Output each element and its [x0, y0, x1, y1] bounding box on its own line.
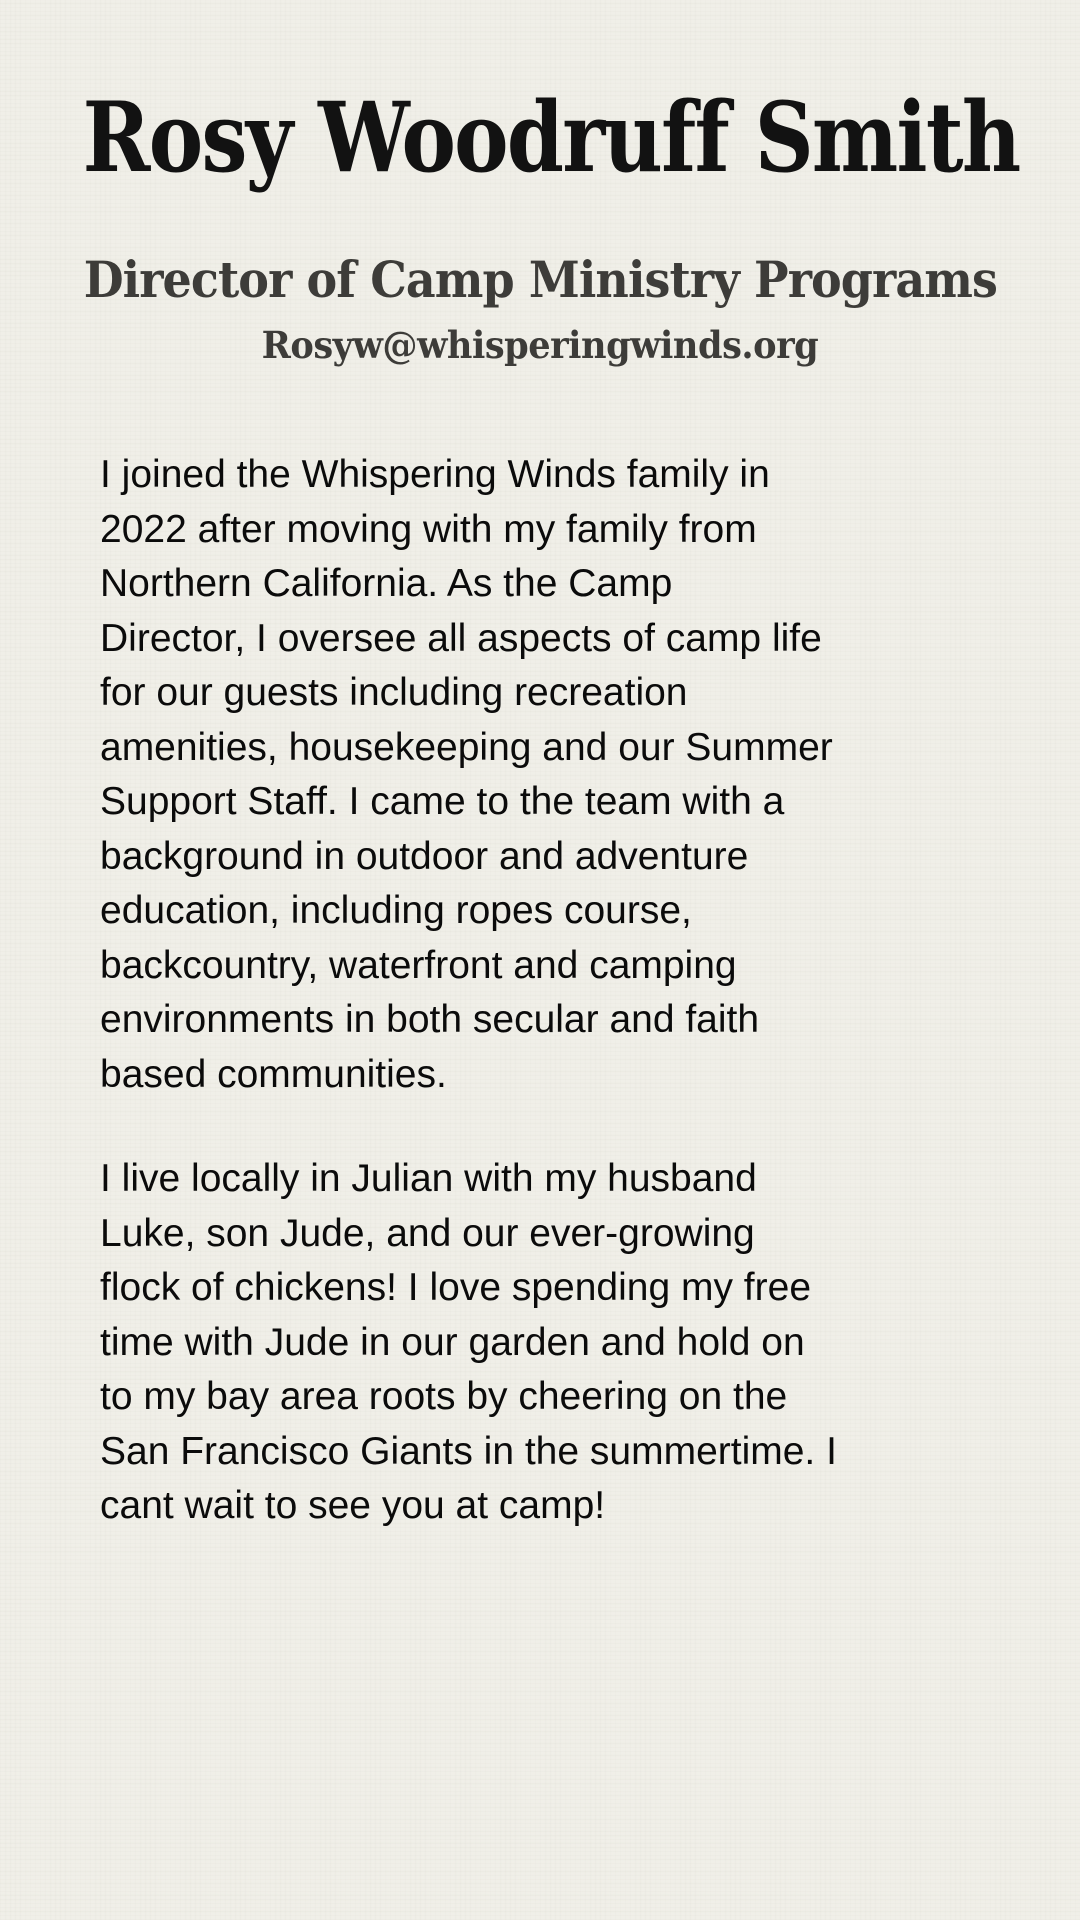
- bio-line: I live locally in Julian with my husband: [100, 1157, 757, 1200]
- page-title: [0, 0, 1080, 194]
- bio-line: time with Jude in our garden and hold on: [100, 1320, 805, 1364]
- bio-line: for our guests including recreation: [100, 671, 688, 714]
- bio-paragraph-1: [100, 448, 1000, 1102]
- email-link[interactable]: [0, 322, 1080, 367]
- bio-line: I joined the Whispering Winds family in: [100, 453, 770, 496]
- bio-line: backcountry, waterfront and camping: [100, 943, 737, 987]
- bio-line: Support Staff. I came to the team with a: [100, 780, 785, 823]
- bio-text-block: [100, 448, 1000, 1534]
- bio-line: Northern California. As the Camp: [100, 562, 673, 605]
- job-title: [0, 249, 1080, 309]
- email-text: Rosyw@whisperingwinds.org: [261, 322, 819, 367]
- bio-line: based communities.: [100, 1052, 447, 1096]
- bio-line: flock of chickens! I love spending my free: [100, 1266, 812, 1309]
- bio-header: [0, 0, 1080, 367]
- bio-line: education, including ropes course,: [100, 889, 692, 932]
- bio-paragraph-2: [100, 1152, 1000, 1534]
- bio-line: background in outdoor and adventure: [100, 834, 749, 878]
- bio-line: Luke, son Jude, and our ever-growing: [100, 1211, 755, 1255]
- bio-line: San Francisco Giants in the summertime. I: [100, 1429, 837, 1473]
- job-title-text: Director of Camp Ministry Programs: [83, 249, 997, 309]
- bio-line: Director, I oversee all aspects of camp life: [100, 616, 822, 660]
- bio-line: amenities, housekeeping and our Summer: [100, 725, 833, 769]
- bio-line: cant wait to see you at camp!: [100, 1484, 606, 1527]
- page-title-text: Rosy Woodruff Smith: [82, 81, 1020, 194]
- bio-line: environments in both secular and faith: [100, 998, 760, 1041]
- bio-line: 2022 after moving with my family from: [100, 507, 757, 551]
- bio-line: to my bay area roots by cheering on the: [100, 1375, 788, 1418]
